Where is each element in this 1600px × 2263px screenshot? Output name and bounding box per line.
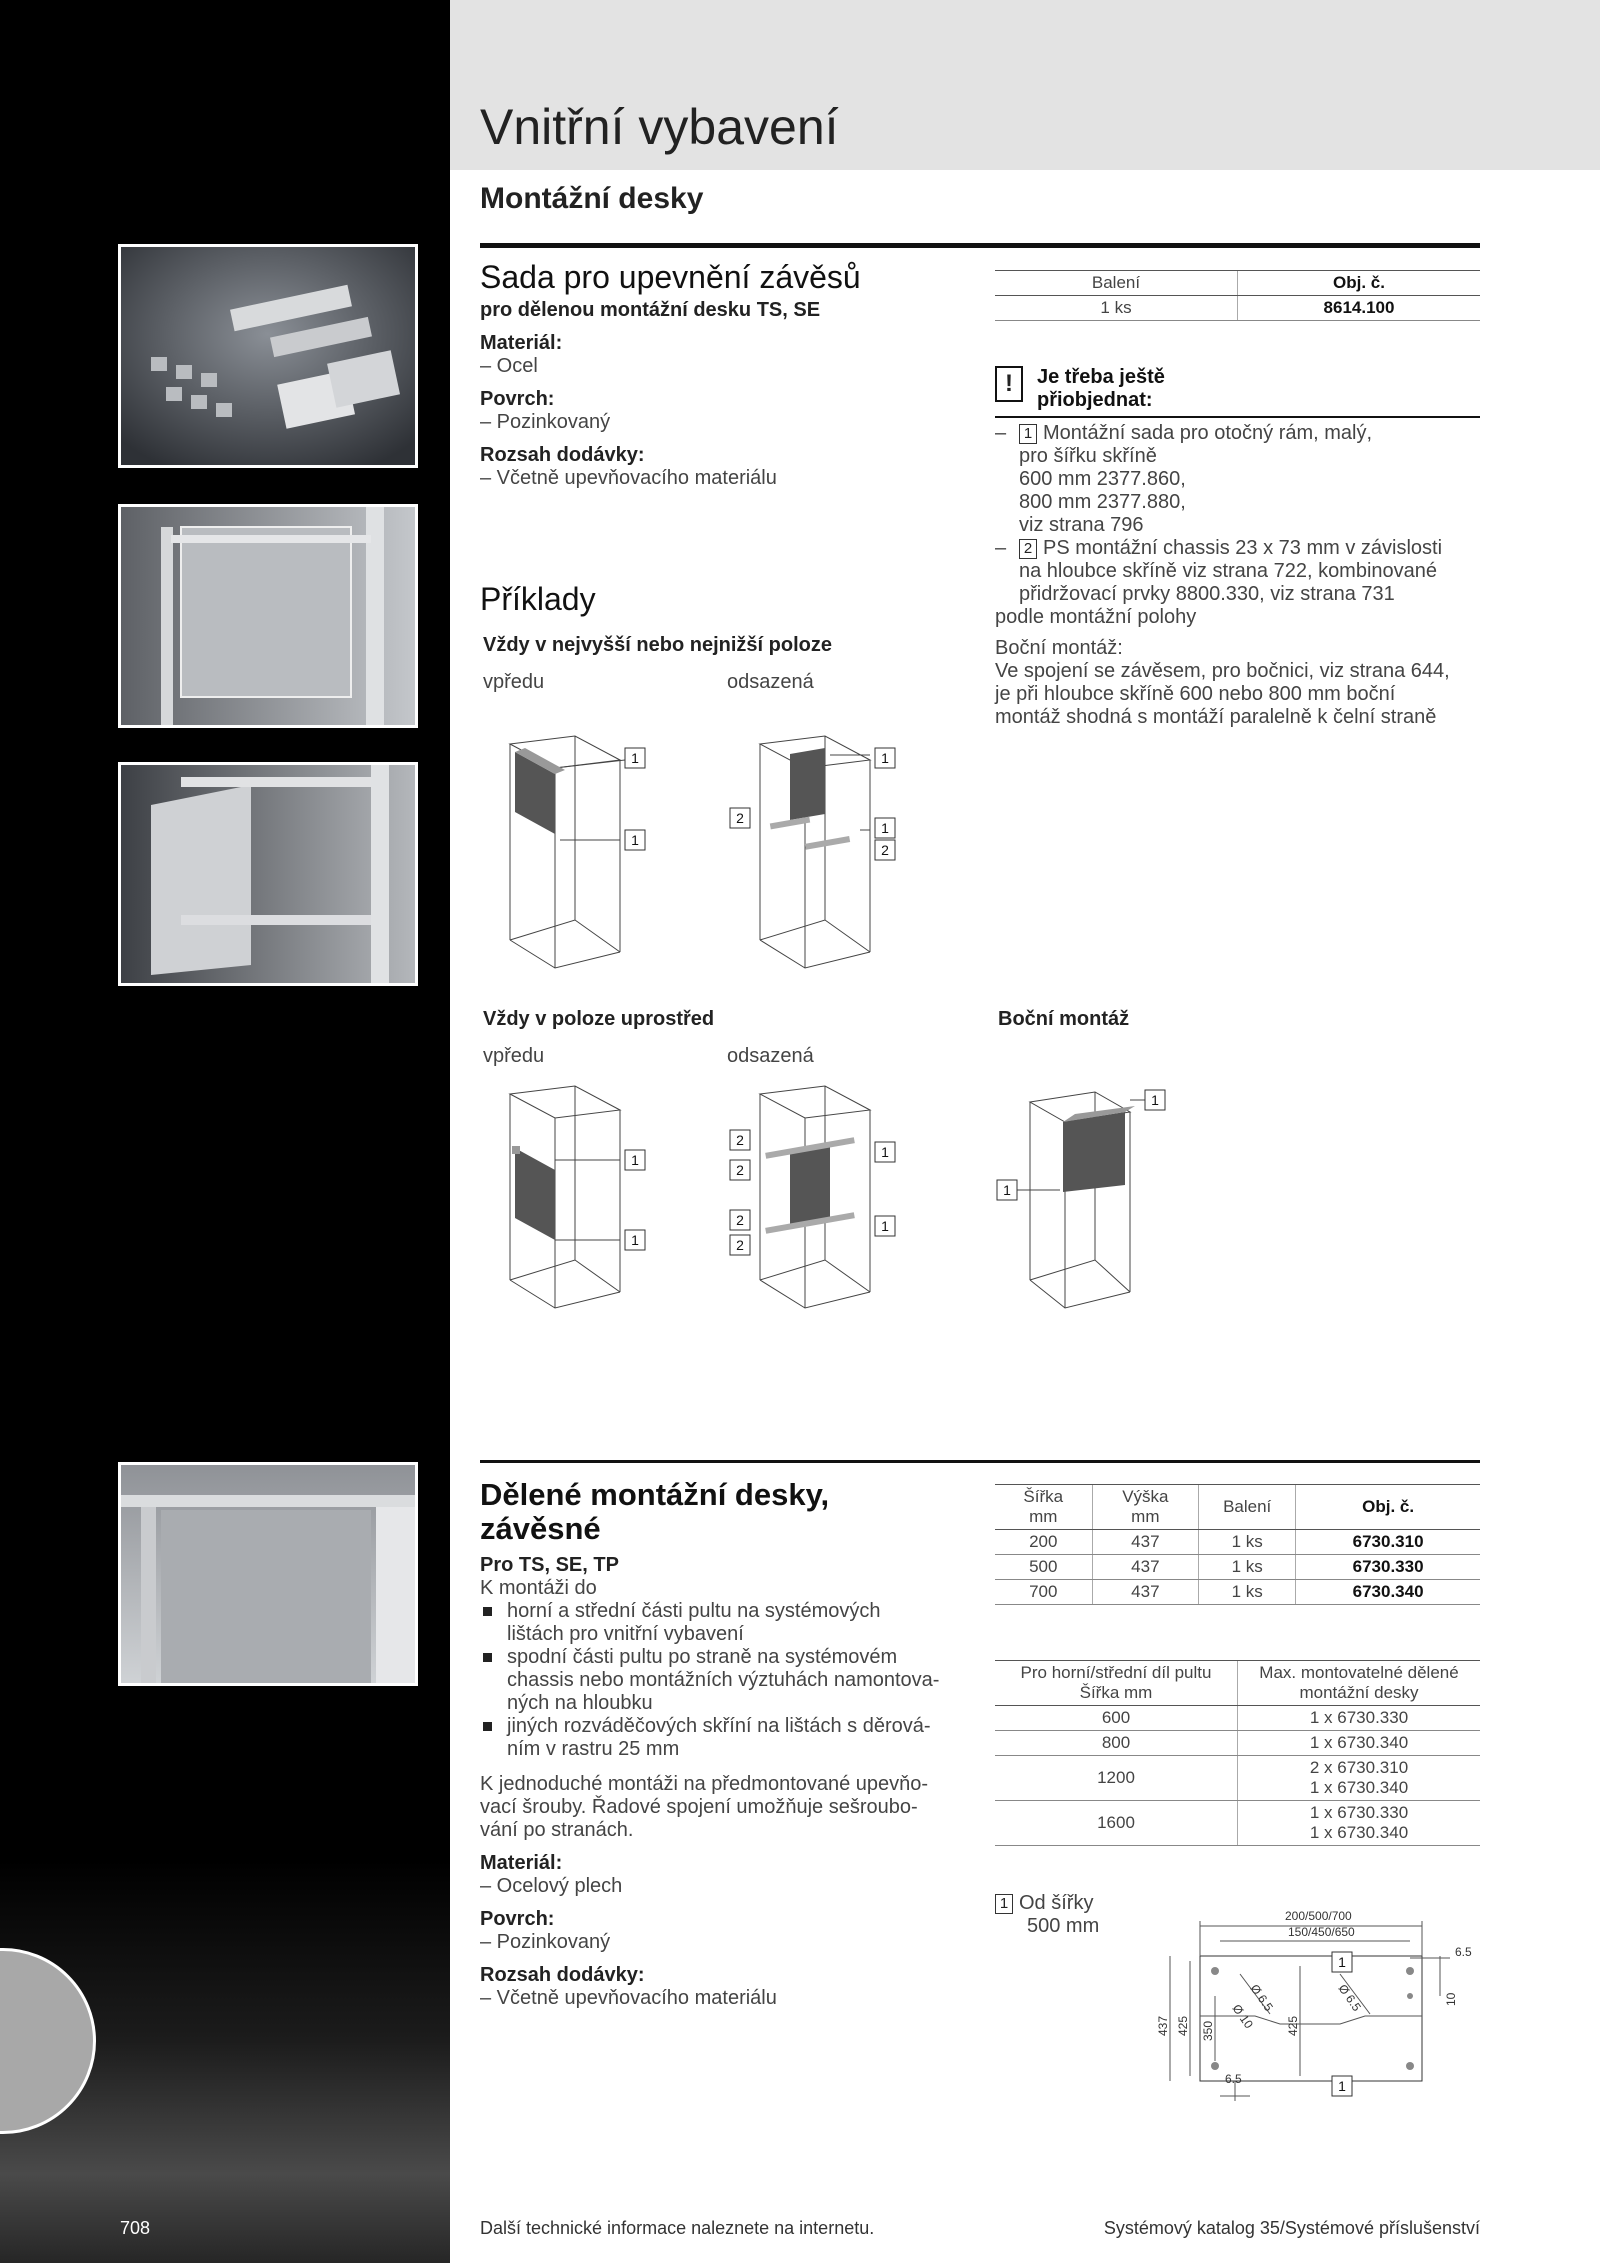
callout-2: 2: [736, 810, 744, 826]
callout-2: 2: [881, 842, 889, 858]
footnote-1: 1 Od šířky 500 mm: [995, 1892, 1099, 1938]
warning-icon: !: [995, 366, 1023, 402]
callout-2: 2: [736, 1212, 744, 1228]
cell-pack: 1 ks: [995, 296, 1238, 321]
item1-line: Montážní sada pro otočný rám, malý,: [1043, 422, 1373, 444]
col-max-plates: Max. montovatelné dělené montážní desky: [1238, 1661, 1481, 1706]
dim-h350: 350: [1201, 2020, 1215, 2041]
product2-block: [480, 1478, 950, 2010]
dim-d10: Ø 10: [1229, 2001, 1256, 2032]
table-row: 1600 1 x 6730.330 1 x 6730.340: [995, 1801, 1480, 1846]
callout-2: 2: [736, 1162, 744, 1178]
side-mount-line: montáž shodná s montáží paralelně k čelní straně: [995, 706, 1437, 728]
order-also-rule: [995, 416, 1480, 418]
col-console-width: Pro horní/střední díl pultu Šířka mm: [995, 1661, 1238, 1706]
hinge-kit-photo: [118, 244, 418, 468]
callout-1: 1: [881, 750, 889, 766]
examples-title: Příklady: [480, 581, 596, 617]
callout-number: 1: [995, 1894, 1013, 1914]
page-title: Vnitřní vybavení: [480, 99, 839, 155]
callout-1: 1: [631, 750, 639, 766]
product2-for: Pro TS, SE, TP: [480, 1554, 619, 1577]
product2-para: K jednoduché montáži na předmontované upevňo- vací šrouby. Řadové spojení umožňuje sešroubo- vání po stranách.: [480, 1773, 929, 1842]
product1-rule: [480, 245, 1480, 248]
product1-title: Sada pro upevnění závěsů: [480, 259, 861, 295]
product1-order-table: [995, 270, 1480, 321]
bullet-item: jiných rozváděčových skříní na lištách s děrová- ním v rastru 25 mm: [480, 1715, 950, 1761]
callout-1: 1: [1003, 1182, 1011, 1198]
footer-catalog: Systémový katalog 35/Systémové příslušenství: [1103, 2218, 1480, 2238]
dim-h425a: 425: [1176, 2015, 1190, 2036]
order-also-item-1: – 1 Montážní sada pro otočný rám, malý, pro šířku skříně 600 mm 2377.860, 800 mm 2377.880, viz strana 796: [995, 422, 1480, 537]
examples-block: [480, 582, 596, 617]
examples-group1-title: Vždy v nejvyšší nebo nejnižší poloze: [483, 634, 832, 656]
side-mount-line: Ve spojení se závěsem, pro bočnici, viz strana 644,: [995, 660, 1450, 682]
page-number: 708: [120, 2218, 151, 2238]
hinged-plate-photo: [118, 1462, 418, 1686]
product1-material-label: Materiál:: [480, 332, 563, 355]
bullet-item: horní a střední části pultu na systémových lištách pro vnitřní vybavení: [480, 1600, 950, 1646]
examples-group3-title: Boční montáž: [998, 1008, 1130, 1030]
callout-1: 1: [631, 1232, 639, 1248]
product2-material-value: – Ocelový plech: [480, 1875, 623, 1898]
product1-surface-label: Povrch:: [480, 388, 555, 411]
callout-1: 1: [881, 1144, 889, 1160]
mounting-plate-photo-1: [118, 504, 418, 728]
dim-65-bottom: 6.5: [1225, 2072, 1242, 2086]
table-row: 800 1 x 6730.340: [995, 1731, 1480, 1756]
col-order: Obj. č.: [1238, 271, 1481, 296]
product2-title-1: Dělené montážní desky,: [480, 1477, 830, 1512]
callout-1: 1: [1338, 1954, 1346, 1970]
product2-combination-table: [995, 1660, 1480, 1846]
order-also-block: [995, 366, 1480, 729]
product2-scope-label: Rozsah dodávky:: [480, 1964, 645, 1987]
table-row: 600 1 x 6730.330: [995, 1706, 1480, 1731]
col-width: Šířka mm: [995, 1485, 1092, 1530]
item1-line: viz strana 796: [1019, 514, 1144, 536]
dimension-drawing: [1110, 1896, 1480, 2106]
product1-subtitle: pro dělenou montážní desku TS, SE: [480, 299, 821, 322]
callout-1: 1: [1151, 1092, 1159, 1108]
callout-1: 1: [631, 832, 639, 848]
side-mount-label: Boční montáž:: [995, 637, 1123, 659]
dim-d65b: Ø 6.5: [1335, 1981, 1364, 2014]
table-row: 1200 2 x 6730.310 1 x 6730.340: [995, 1756, 1480, 1801]
col-pack: Balení: [995, 271, 1238, 296]
dim-top2: 150/450/650: [1288, 1925, 1355, 1939]
callout-number: 2: [1019, 539, 1037, 559]
cell-order: 8614.100: [1238, 296, 1481, 321]
product1-scope-value: – Včetně upevňovacího materiálu: [480, 467, 777, 490]
callout-1: 1: [631, 1152, 639, 1168]
callout-1: 1: [1338, 2078, 1346, 2094]
dim-top1: 200/500/700: [1285, 1909, 1352, 1923]
dim-65-right: 6.5: [1455, 1945, 1472, 1959]
examples-group1-front: vpředu: [483, 671, 545, 693]
order-also-item-2: – 2 PS montážní chassis 23 x 73 mm v závislosti na hloubce skříně viz strana 722, kombinované přidržovací prvky 8800.330, viz strana 731: [995, 537, 1480, 606]
section-title: Montážní desky: [480, 182, 704, 215]
order-also-title-2: přiobjednat:: [1037, 389, 1153, 411]
examples-group2-title: Vždy v poloze uprostřed: [483, 1008, 715, 1030]
item1-line: 800 mm 2377.880,: [1019, 491, 1186, 513]
item1-line: 600 mm 2377.860,: [1019, 468, 1186, 490]
dim-d65a: Ø 6.5: [1247, 1981, 1276, 2014]
product2-surface-label: Povrch:: [480, 1908, 555, 1931]
item2-line: přidržovací prvky 8800.330, viz strana 731: [1019, 583, 1395, 605]
side-mount-line: je při hloubce skříně 600 nebo 800 mm boční: [995, 683, 1396, 705]
order-also-after: podle montážní polohy: [995, 606, 1197, 628]
callout-2: 2: [736, 1132, 744, 1148]
callout-1: 1: [881, 820, 889, 836]
table-row: 500 437 1 ks 6730.330: [995, 1555, 1480, 1580]
product1-material-value: – Ocel: [480, 355, 538, 378]
product2-material-label: Materiál:: [480, 1852, 563, 1875]
product1-block: [480, 260, 960, 490]
callout-number: 1: [1019, 424, 1037, 444]
dim-h437: 437: [1156, 2015, 1170, 2036]
mounting-plate-photo-2: [118, 762, 418, 986]
table-row: 200 437 1 ks 6730.310: [995, 1530, 1480, 1555]
col-pack: Balení: [1199, 1485, 1296, 1530]
product1-surface-value: – Pozinkovaný: [480, 411, 611, 434]
col-order: Obj. č.: [1296, 1485, 1480, 1530]
product2-rule: [480, 1460, 1480, 1463]
product2-title-2: závěsné: [480, 1511, 601, 1547]
table-row: 700 437 1 ks 6730.340: [995, 1580, 1480, 1605]
item2-line: PS montážní chassis 23 x 73 mm v závislosti: [1043, 537, 1443, 559]
product2-scope-value: – Včetně upevňovacího materiálu: [480, 1987, 777, 2010]
callout-1: 1: [881, 1218, 889, 1234]
dim-10-right: 10: [1444, 1992, 1458, 2006]
diagram-side: [995, 1080, 1195, 1320]
col-height: Výška mm: [1092, 1485, 1199, 1530]
product1-scope-label: Rozsah dodávky:: [480, 444, 645, 467]
product2-order-table: [995, 1484, 1480, 1605]
order-also-title-1: Je třeba ještě: [1037, 366, 1165, 388]
diagram-top-bottom: [500, 730, 920, 990]
product2-surface-value: – Pozinkovaný: [480, 1931, 611, 1954]
examples-group2-front: vpředu: [483, 1045, 545, 1067]
examples-group2-offset: odsazená: [727, 1045, 814, 1067]
dim-h425b: 425: [1286, 2015, 1300, 2036]
footer-info: Další technické informace naleznete na internetu.: [480, 2218, 875, 2238]
bullet-item: spodní části pultu po straně na systémovém chassis nebo montážních výztuhách namontova- ných na hloubku: [480, 1646, 950, 1715]
diagram-middle: [500, 1080, 920, 1320]
item2-line: na hloubce skříně viz strana 722, kombinované: [1019, 560, 1438, 582]
callout-2: 2: [736, 1237, 744, 1253]
product2-mount-intro: K montáži do: [480, 1577, 597, 1600]
examples-group1-offset: odsazená: [727, 671, 814, 693]
item1-line: pro šířku skříně: [1019, 445, 1157, 467]
